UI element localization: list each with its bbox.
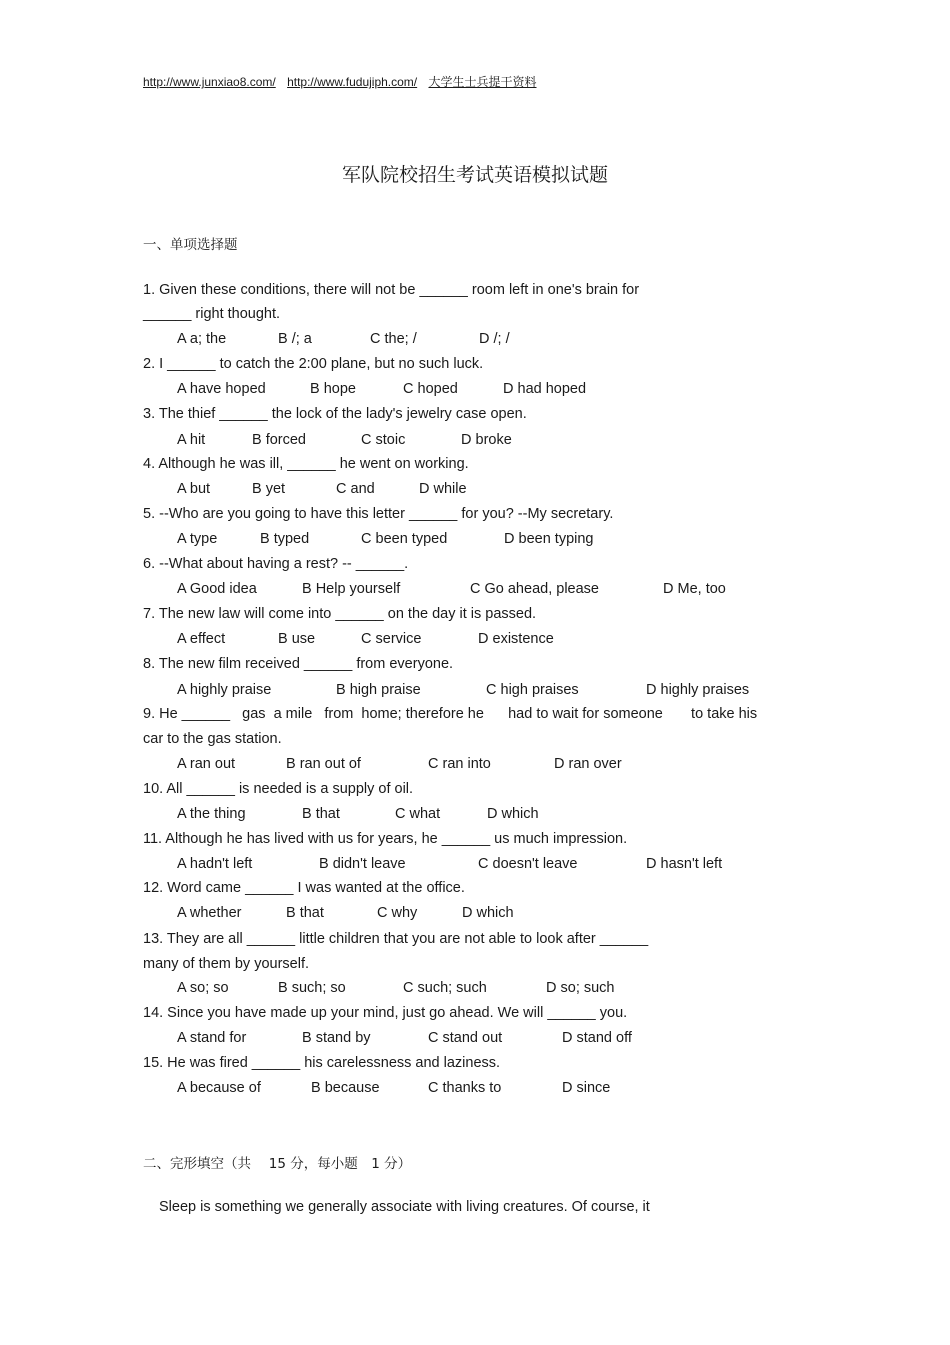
q6-option-d: D Me, too <box>663 581 726 597</box>
q11-option-c: C doesn't leave <box>478 856 578 872</box>
cloze-passage-line-1: Sleep is something we generally associate with living creatures. Of course, it <box>159 1199 650 1215</box>
question-1-line-1: 1. Given these conditions, there will not be ______ room left in one's brain for <box>143 282 640 298</box>
q4-option-c: C and <box>336 481 375 497</box>
q15-option-d: D since <box>562 1080 611 1096</box>
question-9-line-2: car to the gas station. <box>143 731 282 747</box>
q14-option-b: B stand by <box>302 1030 371 1046</box>
question-7-line-1: 7. The new law will come into ______ on the day it is passed. <box>143 606 537 622</box>
q14-option-c: C stand out <box>428 1030 503 1046</box>
question-13-line-2: many of them by yourself. <box>143 956 310 972</box>
question-1-line-2: ______ right thought. <box>143 306 281 322</box>
q11-option-a: A hadn't left <box>177 856 253 872</box>
question-10-line-1: 10. All ______ is needed is a supply of oil. <box>143 781 414 797</box>
header-link-fudujiph[interactable]: http://www.fudujiph.com/ <box>287 75 418 89</box>
q8-option-d: D highly praises <box>646 682 750 698</box>
q13-option-c: C such; such <box>403 980 487 996</box>
q7-option-b: B use <box>278 631 316 647</box>
q7-option-c: C service <box>361 631 422 647</box>
q10-option-d: D which <box>487 806 539 822</box>
q9-option-b: B ran out of <box>286 756 361 772</box>
q13-option-d: D so; such <box>546 980 615 996</box>
question-3-line-1: 3. The thief ______ the lock of the lady's jewelry case open. <box>143 406 527 422</box>
q12-option-c: C why <box>377 905 418 921</box>
q9-option-d: D ran over <box>554 756 622 772</box>
question-11-line-1: 11. Although he has lived with us for years, he ______ us much impression. <box>143 831 628 847</box>
q3-option-b: B forced <box>252 432 306 448</box>
q2-option-a: A have hoped <box>177 381 266 397</box>
q3-option-d: D broke <box>461 432 512 448</box>
question-8-line-1: 8. The new film received ______ from everyone. <box>143 656 454 672</box>
q10-option-a: A the thing <box>177 806 246 822</box>
q14-option-a: A stand for <box>177 1030 247 1046</box>
q15-option-a: A because of <box>177 1080 261 1096</box>
q6-option-a: A Good idea <box>177 581 257 597</box>
q7-option-d: D existence <box>478 631 554 647</box>
q14-option-d: D stand off <box>562 1030 632 1046</box>
header-link-junxiao8[interactable]: http://www.junxiao8.com/ <box>143 75 276 89</box>
section2-heading: 二、完形填空（共 15 分，每小题 1 分） <box>143 1156 412 1172</box>
question-5-line-1: 5. --Who are you going to have this letter ______ for you? --My secretary. <box>143 506 614 522</box>
q13-option-a: A so; so <box>177 980 229 996</box>
header-links <box>143 73 545 90</box>
question-12-line-1: 12. Word came ______ I was wanted at the office. <box>143 880 465 896</box>
q2-option-b: B hope <box>310 381 356 397</box>
q6-option-c: C Go ahead, please <box>470 581 599 597</box>
q6-option-b: B Help yourself <box>302 581 401 597</box>
q9-option-a: A ran out <box>177 756 236 772</box>
q4-option-b: B yet <box>252 481 286 497</box>
q12-option-a: A whether <box>177 905 242 921</box>
q11-option-d: D hasn't left <box>646 856 723 872</box>
q8-option-c: C high praises <box>486 682 579 698</box>
q4-option-d: D while <box>419 481 467 497</box>
question-9-line-1: 9. He ______ gas a mile from home; therefore he had to wait for someone to take his <box>143 706 758 722</box>
q9-option-c: C ran into <box>428 756 491 772</box>
q7-option-a: A effect <box>177 631 226 647</box>
question-13-line-1: 13. They are all ______ little children that you are not able to look after ______ <box>143 931 649 947</box>
q13-option-b: B such; so <box>278 980 346 996</box>
question-15-line-1: 15. He was fired ______ his carelessness and laziness. <box>143 1055 501 1071</box>
question-2-line-1: 2. I ______ to catch the 2:00 plane, but no such luck. <box>143 356 484 372</box>
q5-option-a: A type <box>177 531 218 547</box>
header-link-materials[interactable]: 大学生士兵提干资料 <box>428 75 537 89</box>
q1-option-a: A a; the <box>177 331 227 347</box>
question-6-line-1: 6. --What about having a rest? -- ______. <box>143 556 409 572</box>
q5-option-b: B typed <box>260 531 310 547</box>
q8-option-b: B high praise <box>336 682 421 698</box>
q12-option-d: D which <box>462 905 514 921</box>
q2-option-d: D had hoped <box>503 381 587 397</box>
q1-option-d: D /; / <box>479 331 510 347</box>
q10-option-b: B that <box>302 806 340 822</box>
q15-option-b: B because <box>311 1080 380 1096</box>
q8-option-a: A highly praise <box>177 682 272 698</box>
q3-option-c: C stoic <box>361 432 406 448</box>
q4-option-a: A but <box>177 481 211 497</box>
q11-option-b: B didn't leave <box>319 856 406 872</box>
q5-option-d: D been typing <box>504 531 594 547</box>
q10-option-c: C what <box>395 806 441 822</box>
q5-option-c: C been typed <box>361 531 448 547</box>
q12-option-b: B that <box>286 905 324 921</box>
q1-option-b: B /; a <box>278 331 312 347</box>
section1-heading: 一、单项选择题 <box>143 237 238 253</box>
question-4-line-1: 4. Although he was ill, ______ he went on working. <box>143 456 469 472</box>
question-14-line-1: 14. Since you have made up your mind, just go ahead. We will ______ you. <box>143 1005 628 1021</box>
q2-option-c: C hoped <box>403 381 458 397</box>
q3-option-a: A hit <box>177 432 206 448</box>
q15-option-c: C thanks to <box>428 1080 502 1096</box>
page-title: 军队院校招生考试英语模拟试题 <box>341 164 608 186</box>
q1-option-c: C the; / <box>370 331 417 347</box>
